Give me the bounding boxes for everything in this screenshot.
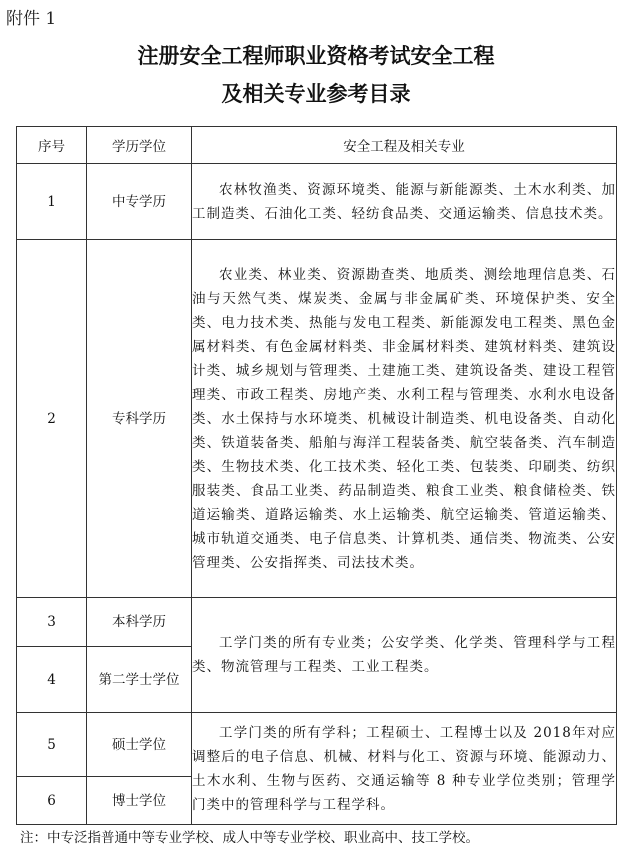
row-serial: 1 — [17, 164, 87, 240]
annex-label: 附件 1 — [6, 9, 57, 29]
row-degree: 本科学历 — [87, 598, 192, 647]
row-degree: 硕士学位 — [87, 713, 192, 777]
table-row — [17, 713, 617, 777]
row-majors: 农业类、林业类、资源勘查类、地质类、测绘地理信息类、石油与天然气类、煤炭类、金属与非金属矿类、环境保护类、安全类、电力技术类、热能与发电工程类、新能源发电工程类、黑色金属材料类、有色金属材料类、非金属材料类、建筑材料类、建筑设计类、城乡规划与管理类、土建施工类、建筑设备类、建设工程管理类、市政工程类、房地产类、水利工程与管理类、水利水电设备类、水土保持与水环境类、机械设计制造类、机电设备类、自动化类、铁道装备类、船舶与海洋工程装备类、航空装备类、汽车制造类、生物技术类、化工技术类、轻化工类、包装类、印刷类、纺织服装类、食品工业类、药品制造类、粮食工业类、粮食储检类、铁道运输类、道路运输类、水上运输类、航空运输类、管道运输类、城市轨道交通类、电子信息类、计算机类、通信类、物流类、公安管理类、公安指挥类、司法技术类。 — [192, 240, 617, 598]
row-serial: 5 — [17, 713, 87, 777]
table-row — [17, 598, 617, 647]
table-header-row — [17, 127, 617, 164]
footnote: 注：中专泛指普通中等专业学校、成人中等专业学校、职业高中、技工学校。 — [20, 830, 479, 846]
header-majors: 安全工程及相关专业 — [192, 127, 617, 164]
row-serial: 6 — [17, 777, 87, 825]
row-serial: 3 — [17, 598, 87, 647]
row-degree: 第二学士学位 — [87, 647, 192, 713]
page-title-line2: 及相关专业参考目录 — [221, 82, 411, 106]
row-degree: 中专学历 — [87, 164, 192, 240]
row-degree: 博士学位 — [87, 777, 192, 825]
page-title-line1: 注册安全工程师职业资格考试安全工程 — [137, 44, 495, 68]
major-catalog-table — [16, 126, 617, 825]
header-degree: 学历学位 — [87, 127, 192, 164]
row-majors-merged: 工学门类的所有学科；工程硕士、工程博士以及 2018年对应调整后的电子信息、机械、材料与化工、资源与环境、能源动力、土木水利、生物与医药、交通运输等 8 种专业学位类别；管理学门类中的管理科学与工程学科。 — [192, 713, 617, 825]
table-row — [17, 164, 617, 240]
row-degree: 专科学历 — [87, 240, 192, 598]
row-majors-merged: 工学门类的所有专业类；公安学类、化学类、管理科学与工程类、物流管理与工程类、工业工程类。 — [192, 598, 617, 713]
header-serial: 序号 — [17, 127, 87, 164]
table-row — [17, 240, 617, 598]
row-majors: 农林牧渔类、资源环境类、能源与新能源类、土木水利类、加工制造类、石油化工类、轻纺食品类、交通运输类、信息技术类。 — [192, 164, 617, 240]
row-serial: 2 — [17, 240, 87, 598]
row-serial: 4 — [17, 647, 87, 713]
